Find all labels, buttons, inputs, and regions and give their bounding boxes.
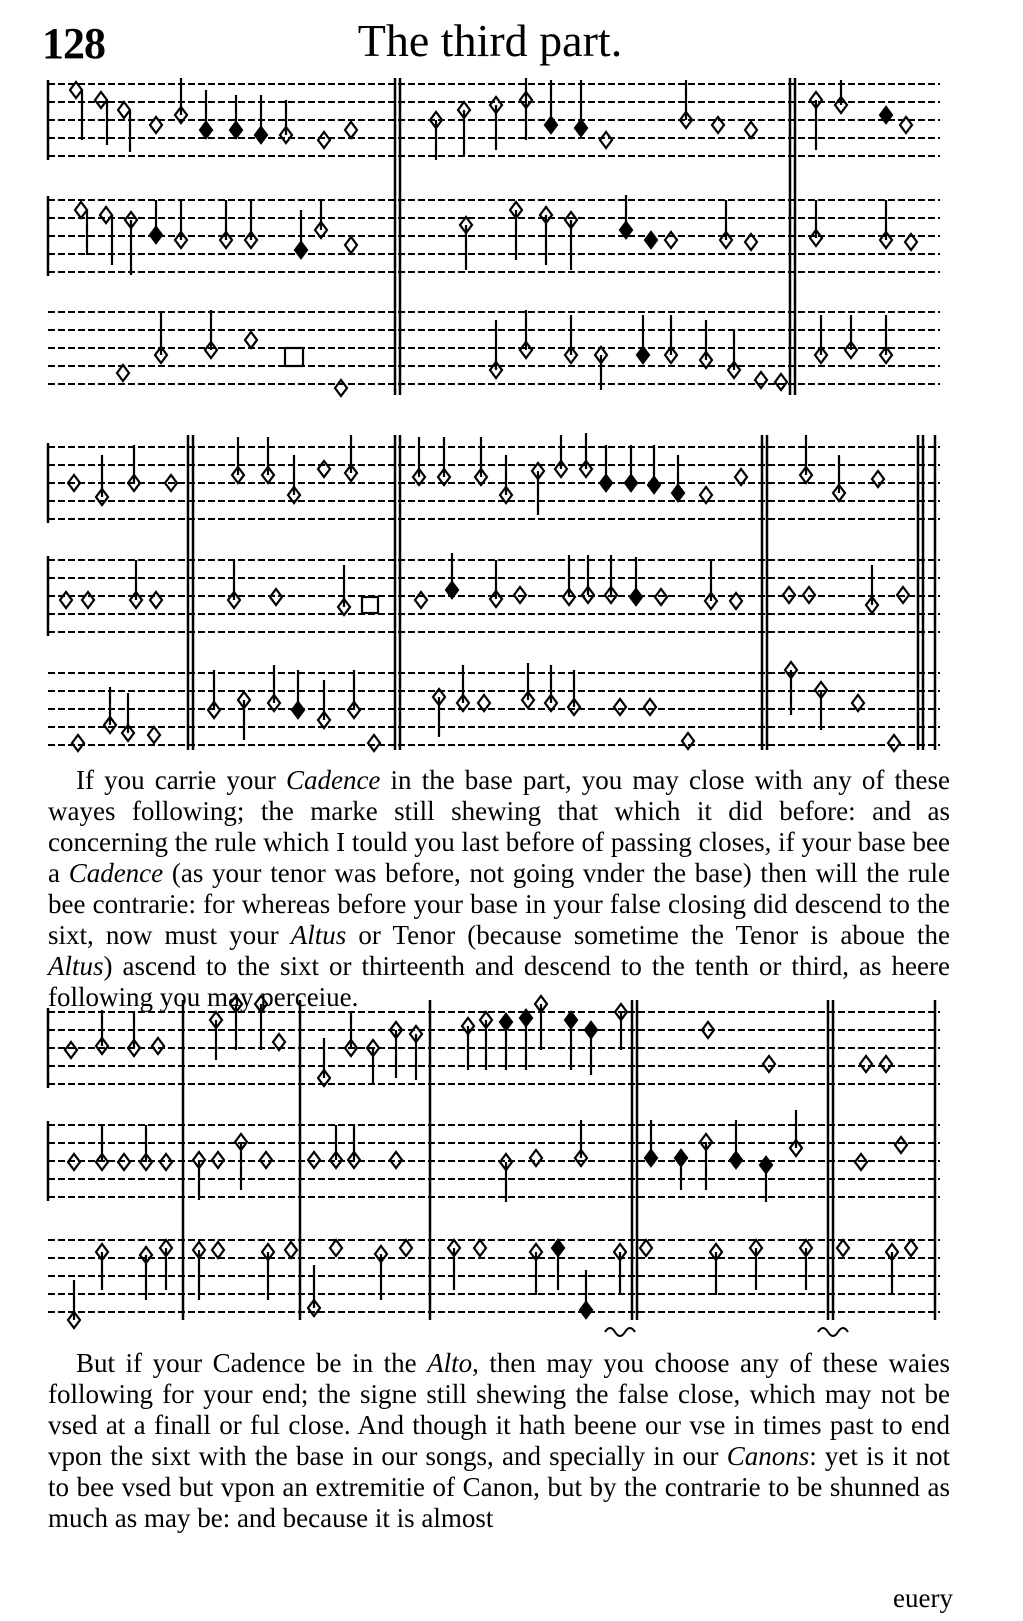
paragraph-1-span-d: or Tenor (because sometime the Tenor is aboue the [346, 920, 950, 950]
paragraph-1-span-c: (as your tenor was before, not going vnder the base) then will the rule bee contrarie: for whereas before your base in your false closing did descend to the sixt, now must your [48, 858, 950, 950]
paragraph-1-span-b: in the base part, you may close with any of these wayes following; the marke still shewing that which it did before: and as concerning the rule which I tould you last before of passing closes, if your base bee a [48, 765, 950, 888]
paragraph-1-text [48, 765, 950, 1013]
paragraph-2-em-b: Canons [726, 1441, 810, 1471]
paragraph-2-text [48, 1348, 950, 1534]
music-system-3-svg [0, 990, 1023, 1340]
music-system-1 [0, 70, 1023, 400]
page-number: 128 [42, 19, 105, 68]
running-title: The third part. [357, 15, 623, 66]
paragraph-2 [48, 1348, 950, 1534]
page-header [0, 0, 1023, 80]
paragraph-1-em-d: Altus [48, 951, 104, 981]
paragraph-1-em-b: Cadence [68, 858, 164, 888]
paragraph-1-em-c: Altus [290, 920, 347, 950]
paragraph-1 [48, 765, 950, 1013]
paragraph-2-span-b: , then may you choose any of these waies following for your end; the signe still shewing the false close, which may not be vsed at a finall or ful close. And though it hath beene our vse in times past to end vpon the sixt with the base in our songs, and specially in our [48, 1348, 950, 1471]
paragraph-1-span-a: If you carrie your [76, 765, 286, 795]
paragraph-1-span-e: ) ascend to the sixt or thirteenth and descend to the tenth or third, as heere following you may perceiue. [48, 951, 950, 1012]
music-system-3 [0, 990, 1023, 1340]
paragraph-1-em-a: Cadence [285, 765, 381, 795]
music-system-2 [0, 425, 1023, 755]
music-system-1-svg [0, 70, 1023, 400]
catchword: euery [893, 1583, 953, 1613]
paragraph-2-span-c: : yet is it not to bee vsed but vpon an extremitie of Canon, but by the contrarie to be shunned as much as may be: and because it is almost [48, 1441, 951, 1533]
paragraph-2-em-a: Alto [427, 1348, 473, 1378]
paragraph-2-span-a: But if your Cadence be in the [76, 1348, 428, 1378]
music-system-2-svg [0, 425, 1023, 755]
